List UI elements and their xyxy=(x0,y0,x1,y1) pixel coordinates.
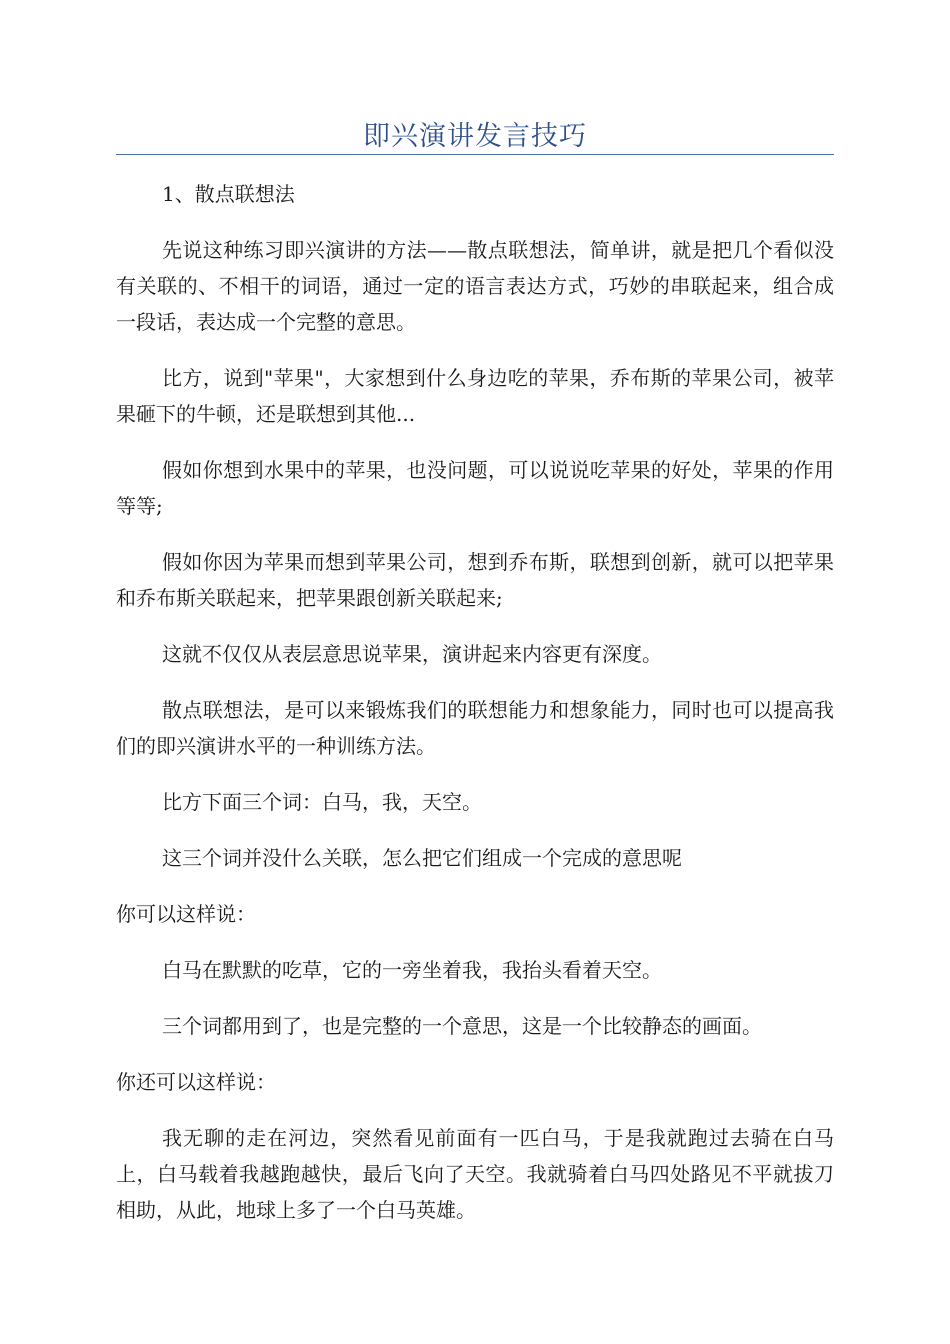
paragraph: 三个词都用到了，也是完整的一个意思，这是一个比较静态的画面。 xyxy=(162,1014,762,1038)
paragraph: 散点联想法，是可以来锻炼我们的联想能力和想象能力，同时也可以提高我们的即兴演讲水平的一种训练方法。 xyxy=(116,698,834,758)
paragraph: 你可以这样说： xyxy=(116,902,256,926)
paragraph: 先说这种练习即兴演讲的方法——散点联想法，简单讲，就是把几个看似没有关联的、不相干的词语，通过一定的语言表达方式，巧妙的串联起来，组合成一段话，表达成一个完整的意思。 xyxy=(116,238,834,334)
paragraph: 这三个词并没什么关联，怎么把它们组成一个完成的意思呢 xyxy=(162,846,682,870)
paragraph: 你还可以这样说： xyxy=(116,1070,276,1094)
paragraph: 我无聊的走在河边，突然看见前面有一匹白马，于是我就跑过去骑在白马上，白马载着我越跑越快，最后飞向了天空。我就骑着白马四处路见不平就拔刀相助，从此，地球上多了一个白马英雄。 xyxy=(116,1126,834,1222)
paragraph: 比方，说到"苹果"，大家想到什么身边吃的苹果，乔布斯的苹果公司，被苹果砸下的牛顿，还是联想到其他... xyxy=(116,366,834,426)
title-underline xyxy=(116,154,834,155)
paragraph: 这就不仅仅从表层意思说苹果，演讲起来内容更有深度。 xyxy=(162,642,662,666)
paragraph: 假如你因为苹果而想到苹果公司，想到乔布斯，联想到创新，就可以把苹果和乔布斯关联起来，把苹果跟创新关联起来; xyxy=(116,550,834,610)
paragraph: 白马在默默的吃草，它的一旁坐着我，我抬头看着天空。 xyxy=(162,958,662,982)
paragraph: 1、散点联想法 xyxy=(162,182,295,206)
paragraph: 比方下面三个词：白马，我，天空。 xyxy=(162,790,482,814)
paragraph: 假如你想到水果中的苹果，也没问题，可以说说吃苹果的好处，苹果的作用等等; xyxy=(116,458,834,518)
document-title: 即兴演讲发言技巧 xyxy=(363,121,587,152)
document-body xyxy=(116,176,834,1248)
